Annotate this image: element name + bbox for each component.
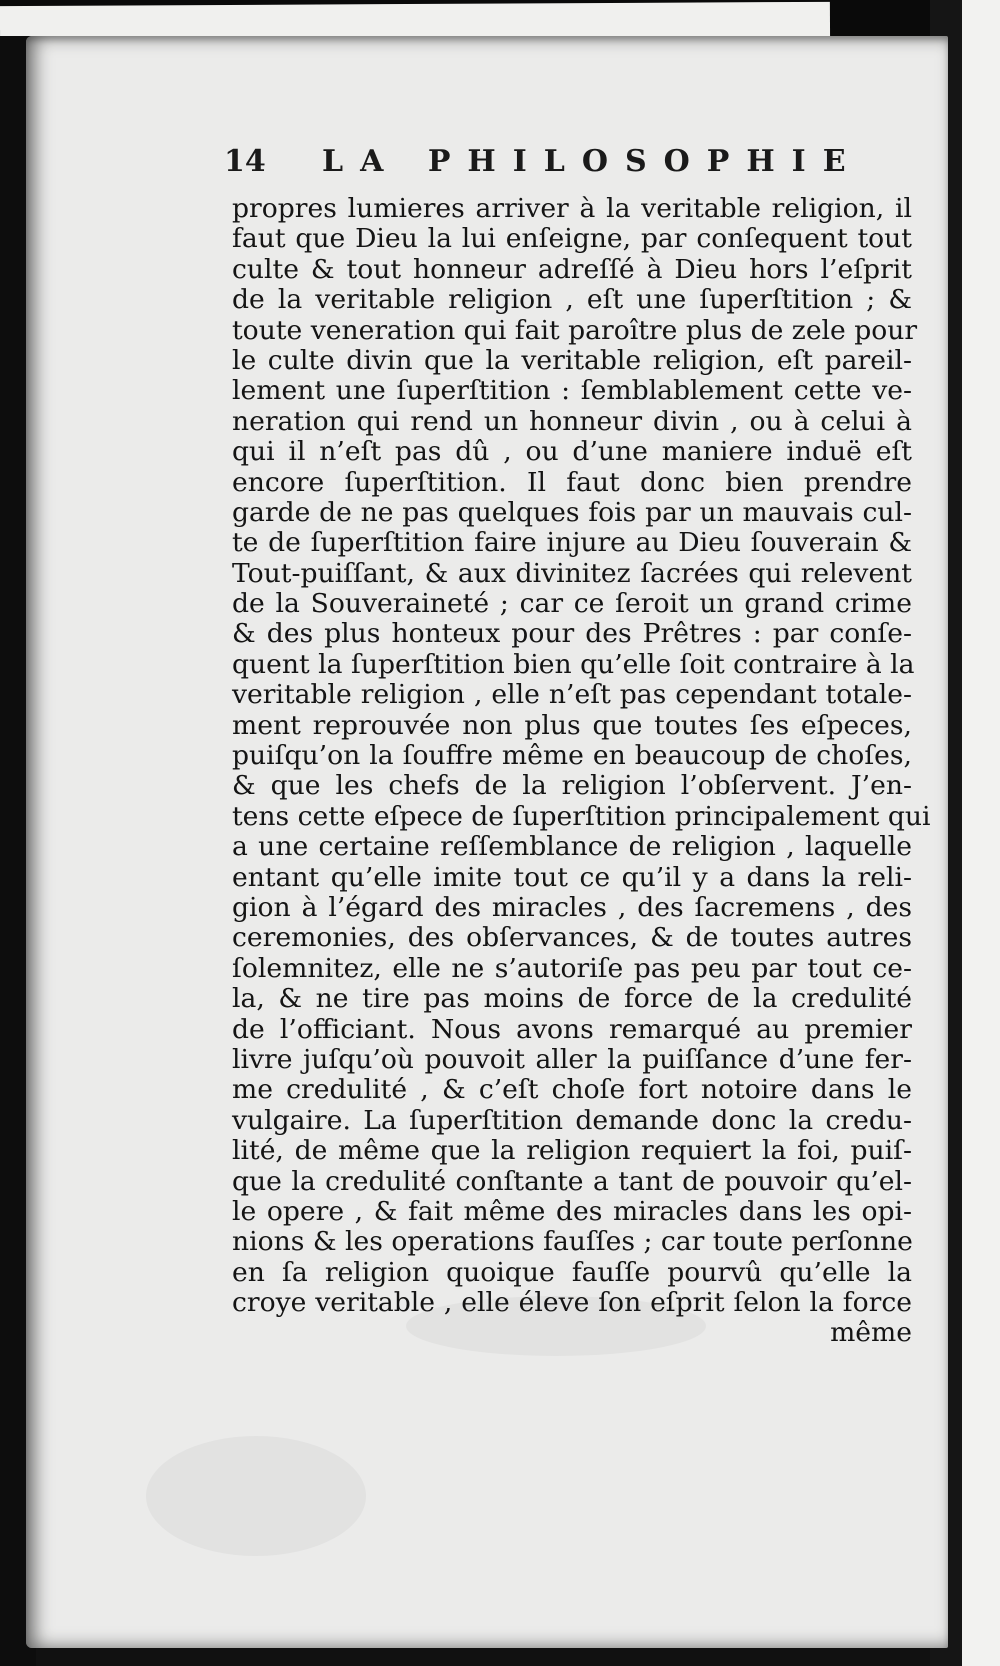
text-line: ceremonies, des obſervances, & de toutes autres [232,922,912,954]
text-line: toute veneration qui fait paroître plus de zele pour [232,314,918,346]
text-line: propres lumieres arriver à la veritable religion, il [232,193,912,224]
text-line: & que les chefs de la religion l’obſervent. J’en- [232,770,912,802]
page-header [224,134,912,194]
page-number: 14 [224,144,266,179]
text-line: tens cette eſpece de ſuperſtition principalement qui [232,800,931,832]
text-line: entant qu’elle imite tout ce qu’il y a dans la reli- [232,861,912,893]
text-line: le culte divin que la veritable religion, eſt pareil- [232,344,912,376]
text-line: lité, de même que la religion requiert la foi, puiſ- [232,1135,912,1167]
text-line: garde de ne pas quelques fois par un mauvais cul- [232,496,912,528]
text-line: ment reprouvée non plus que toutes ſes eſpeces, [232,709,912,741]
text-line: a une certaine reſſemblance de religion , laquelle [232,831,912,863]
text-line: de la Souveraineté ; car ce ſeroit un grand crime [232,588,912,620]
text-line: en ſa religion quoique fauſſe pourvû qu’elle la [232,1256,912,1288]
text-block [224,134,931,1349]
text-line: ſolemnitez, elle ne s’autoriſe pas peu par tout ce- [232,952,912,984]
text-line: vulgaire. La ſuperſtition demande donc la credu- [232,1104,912,1136]
book-page [26,36,948,1648]
text-line: gion à l’égard des miracles , des ſacremens , des [232,891,912,923]
text-line: quent la ſuperſtition bien qu’elle ſoit contraire à la [232,648,915,680]
catchword: même [830,1317,912,1349]
text-line: te de ſuperſtition faire injure au Dieu ſouverain & [232,527,912,559]
text-line: culte & tout honneur adreſſé à Dieu hors l’eſprit [232,253,912,285]
text-line: le opere , & fait même des miracles dans les opi- [232,1195,912,1227]
text-line: puiſqu’on la ſouffre même en beaucoup de choſes, [232,740,912,772]
text-line: faut que Dieu la lui enſeigne, par conſequent tout [232,223,912,255]
text-line: Tout-puiſſant, & aux divinitez ſacrées qui relevent [232,557,912,589]
paper-stain [146,1436,366,1556]
text-line: croye veritable , elle éleve ſon eſprit ſelon la force [232,1287,912,1319]
text-line: me credulité , & c’eſt choſe fort notoire dans le [232,1074,912,1106]
running-head: LA PHILOSOPHIE [322,144,863,179]
text-line: veritable religion , elle n’eſt pas cependant totale- [232,679,912,711]
text-line: neration qui rend un honneur divin , ou à celui à [232,405,912,437]
text-line: livre juſqu’où pouvoit aller la puiſſance d’une fer- [232,1043,912,1075]
text-line: lement une ſuperſtition : ſemblablement cette ve- [232,375,912,407]
text-line: encore ſuperſtition. Il faut donc bien prendre [232,466,912,498]
text-line: de l’officiant. Nous avons remarqué au premier [232,1013,912,1045]
text-line: qui il n’eſt pas dû , ou d’une maniere induë eſt [232,436,912,468]
text-line: la, & ne tire pas moins de force de la credulité [232,983,912,1015]
paper-edge-right [962,0,1000,1666]
text-line: nions & les operations fauſſes ; car toute perſonne [232,1226,913,1258]
text-line: que la credulité conſtante a tant de pouvoir qu’el- [232,1165,912,1197]
text-line: de la veritable religion , eſt une ſuperſtition ; & [232,284,912,316]
body-text [232,193,931,1319]
text-line: & des plus honteux pour des Prêtres : par conſe- [232,618,912,650]
